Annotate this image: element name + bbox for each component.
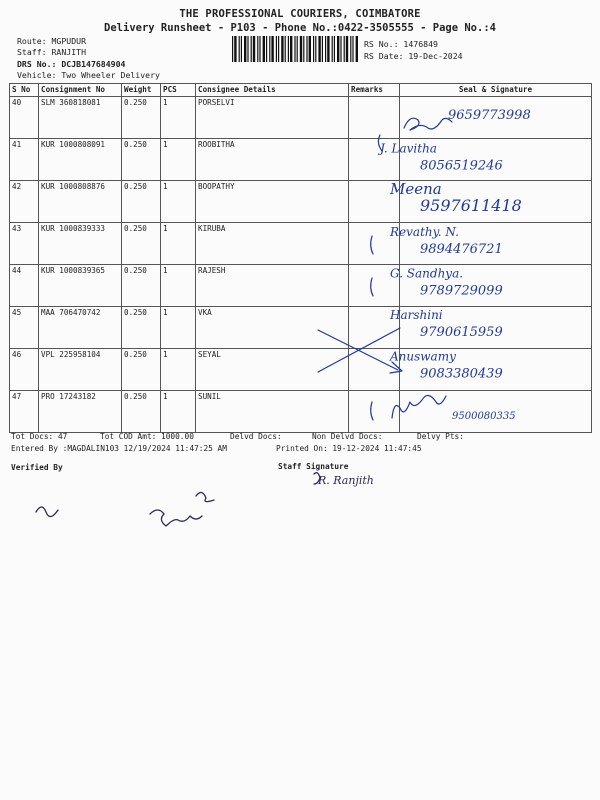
cell-consignee: SEYAL	[196, 349, 349, 391]
cell-pcs: 1	[161, 139, 196, 181]
cell-consignee: RAJESH	[196, 265, 349, 307]
cell-weight: 0.250	[122, 391, 161, 433]
cell-consignment: VPL 225958104	[39, 349, 122, 391]
non-delivered-docs: Non Delvd Docs:	[312, 432, 383, 441]
handwritten-phone: 9500080335	[452, 411, 516, 423]
cell-sno: 44	[10, 265, 39, 307]
tick-mark-44	[371, 278, 373, 296]
verifier-initial-top	[196, 492, 214, 501]
runsheet-title: Delivery Runsheet - P103 - Phone No.:0422-3505555 - Page No.:4	[104, 22, 496, 34]
cell-sno: 43	[10, 223, 39, 265]
cell-consignment: PRO 17243182	[39, 391, 122, 433]
cell-weight: 0.250	[122, 223, 161, 265]
handwritten-name: J. Lavitha	[380, 141, 437, 156]
tick-mark-43	[371, 236, 373, 254]
handwritten-phone: 9894476721	[420, 241, 503, 257]
cell-sno: 45	[10, 307, 39, 349]
cell-weight: 0.250	[122, 307, 161, 349]
cell-consignee: KIRUBA	[196, 223, 349, 265]
cell-consignee: VKA	[196, 307, 349, 349]
handwritten-name: Harshini	[390, 308, 443, 322]
delivered-docs: Delvd Docs:	[230, 432, 282, 441]
tick-mark-47	[371, 402, 373, 420]
col-remarks: Remarks	[349, 84, 400, 97]
verifier-signature	[150, 510, 202, 526]
total-cod-amount: Tot COD Amt: 1000.00	[100, 432, 194, 441]
cell-weight: 0.250	[122, 139, 161, 181]
handwritten-name: G. Sandhya.	[390, 266, 464, 281]
cell-consignee: ROOBITHA	[196, 139, 349, 181]
col-pcs: PCS	[161, 84, 196, 97]
cell-pcs: 1	[161, 265, 196, 307]
signature-scribble-47	[392, 395, 446, 418]
cell-consignee: SUNIL	[196, 391, 349, 433]
col-consignee: Consignee Details	[196, 84, 349, 97]
cell-weight: 0.250	[122, 265, 161, 307]
cell-weight: 0.250	[122, 97, 161, 139]
company-name: THE PROFESSIONAL COURIERS, COIMBATORE	[179, 8, 421, 20]
handwritten-phone: 9659773998	[448, 108, 531, 123]
cell-consignment: KUR 1000839333	[39, 223, 122, 265]
handwritten-name: Meena	[390, 180, 442, 199]
col-signature: Seal & Signature	[400, 84, 592, 97]
handwritten-name: Anuswamy	[390, 349, 456, 364]
col-sno: S No	[10, 84, 39, 97]
printed-on: Printed On: 19-12-2024 11:47:45	[276, 444, 422, 453]
handwritten-phone: 9083380439	[420, 366, 503, 382]
rs-number: RS No.: 1476849	[364, 39, 438, 49]
cell-sno: 46	[10, 349, 39, 391]
drs-number: DRS No.: DCJB147684904	[17, 59, 126, 69]
cell-weight: 0.250	[122, 349, 161, 391]
handwritten-name: Revathy. N.	[390, 224, 459, 239]
cell-sno: 40	[10, 97, 39, 139]
cell-sno: 41	[10, 139, 39, 181]
col-weight: Weight	[122, 84, 161, 97]
cell-consignment: KUR 1000808091	[39, 139, 122, 181]
signature-scribble-40	[404, 118, 452, 130]
cell-consignee: PORSELVI	[196, 97, 349, 139]
staff-sign-name: R. Ranjith	[318, 474, 374, 487]
cell-pcs: 1	[161, 223, 196, 265]
staff-signature-label: Staff Signature	[278, 462, 349, 471]
staff-label: Staff: RANJITH	[17, 47, 87, 57]
verifier-initial-left	[36, 507, 58, 517]
handwritten-phone: 9789729099	[420, 283, 503, 299]
cell-sno: 47	[10, 391, 39, 433]
entered-by: Entered By :MAGDALIN103 12/19/2024 11:47:25 AM	[11, 444, 227, 453]
cell-consignment: MAA 706470742	[39, 307, 122, 349]
handwritten-phone: 8056519246	[420, 158, 503, 174]
cell-pcs: 1	[161, 391, 196, 433]
vehicle-label: Vehicle: Two Wheeler Delivery	[17, 70, 160, 80]
cell-sno: 42	[10, 181, 39, 223]
rs-date: RS Date: 19-Dec-2024	[364, 51, 463, 61]
cell-consignment: KUR 1000808876	[39, 181, 122, 223]
cell-weight: 0.250	[122, 181, 161, 223]
handwritten-phone: 9597611418	[420, 196, 522, 216]
cell-pcs: 1	[161, 181, 196, 223]
route-label: Route: MGPUDUR	[17, 36, 87, 46]
total-docs: Tot Docs: 47	[11, 432, 68, 441]
cell-consignee: BOOPATHY	[196, 181, 349, 223]
handwritten-phone: 9790615959	[420, 325, 503, 340]
footer-signatures	[0, 460, 600, 540]
cell-consignment: SLM 360818081	[39, 97, 122, 139]
cell-pcs: 1	[161, 97, 196, 139]
cell-consignment: KUR 1000839365	[39, 265, 122, 307]
verified-by-label: Verified By	[11, 463, 63, 472]
cell-pcs: 1	[161, 307, 196, 349]
delivery-points: Delvy Pts:	[417, 432, 464, 441]
cell-pcs: 1	[161, 349, 196, 391]
col-consignment: Consignment No	[39, 84, 122, 97]
